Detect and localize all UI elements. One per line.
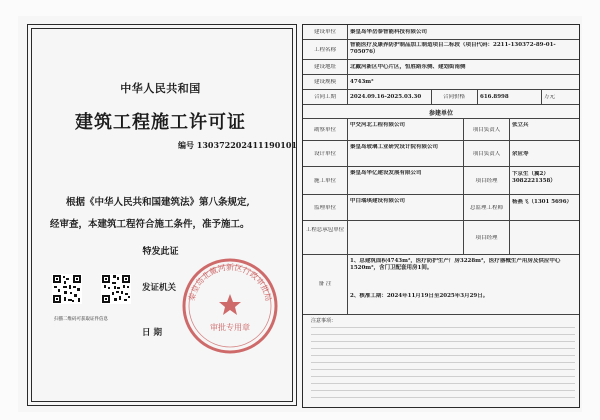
issue-date-label: 日 期 <box>142 328 162 338</box>
party-name: 中交河北工程有限公司 <box>350 122 406 128</box>
row-label: 建设单位 <box>313 29 336 35</box>
table-row <box>303 105 579 119</box>
official-seal-icon <box>180 256 280 356</box>
table-row <box>303 255 579 315</box>
contract-price: 616.8998 <box>480 94 509 100</box>
table-row <box>303 60 579 75</box>
remark-line-1: 1、总建筑面积4743m²，医疗防护生产厂房3228m²，医疗器械生产用房及供应中心1520m²，含门卫配套用房1间。 <box>350 258 561 271</box>
construction-address: 北戴河新区中心片区，恒胜路东侧、建划街南侧 <box>350 64 466 70</box>
party-lead: 杨燕飞（1301 5696） <box>512 199 573 205</box>
row-label: 建设规模 <box>313 79 336 85</box>
party-role: 勘察单位 <box>313 127 336 133</box>
table-row <box>303 90 579 105</box>
party-lead-label: 总监理工程师 <box>469 205 503 211</box>
party-name: 中白瑞琪建设有限公司 <box>350 198 406 204</box>
table-row <box>303 25 579 40</box>
contract-price-unit: 万元 <box>544 94 556 100</box>
country-name: 中华人民共和国 <box>120 82 201 95</box>
construction-scale: 4743m² <box>350 79 374 85</box>
contract-period-label: 合同工期 <box>313 94 336 100</box>
seal-org-text: 秦皇岛北戴河新区行政审批局 <box>187 262 273 303</box>
permit-number-label: 编号 <box>178 140 194 150</box>
party-role: 工程总承包单位 <box>305 227 345 233</box>
table-row <box>303 40 579 60</box>
permit-details-table <box>302 24 580 408</box>
contract-period: 2024.09.16-2025.03.30 <box>350 94 422 100</box>
row-label: 工程名称 <box>313 47 336 53</box>
permit-cover <box>18 16 303 412</box>
party-lead: 余应寿 <box>512 151 529 157</box>
party-lead: 张立兵 <box>512 122 529 128</box>
notes-title: 注意事项： <box>311 318 337 324</box>
qr-code-icon <box>52 274 82 304</box>
party-name: 秦皇岛华亿建设发展有限公司 <box>350 170 422 176</box>
contract-price-label: 合同价格 <box>442 94 465 100</box>
issuing-authority-label: 发证机关 <box>142 283 177 293</box>
table-row <box>303 221 579 255</box>
permit-number-line <box>178 140 297 151</box>
remark-line-2: 2、核准工期：2024年11月19日至2025年3月29日。 <box>350 293 489 299</box>
permit-number: 130372202411190101 <box>196 140 297 150</box>
project-name: 智能医疗及康养防护制品加工制造项目二标段（项目代码：2211-130372-89-01-705076） <box>350 42 556 55</box>
party-name: 秦皇岛玻璃工业研究设计院有限公司 <box>350 144 439 150</box>
party-role: 监理单位 <box>313 205 336 211</box>
table-row <box>303 195 579 221</box>
construction-unit: 秦皇岛华岳泰智能科技有限公司 <box>350 29 428 35</box>
party-lead-label: 项目负责人 <box>472 151 501 157</box>
certification-note: 特发此证 <box>142 247 179 257</box>
table-row <box>303 167 579 195</box>
body-text-line-1: 根据《中华人民共和国建筑法》第八条规定, <box>66 197 250 208</box>
table-row <box>303 141 579 167</box>
qr-code-icon <box>101 274 131 304</box>
party-role: 施工单位 <box>313 178 336 184</box>
party-lead-label: 项目经理 <box>475 235 498 241</box>
remark-label: 备 注 <box>318 281 332 287</box>
row-label: 建设地址 <box>313 64 336 70</box>
section-title: 参建单位 <box>428 110 453 117</box>
seal-text: 审批专用章 <box>210 323 250 332</box>
construction-permit-document <box>18 16 582 412</box>
party-lead-label: 项目负责人 <box>472 127 501 133</box>
body-text-line-2: 经审查，本建筑工程符合施工条件，准予施工。 <box>50 219 250 230</box>
party-role: 设计单位 <box>313 151 336 157</box>
party-lead-label: 项目经理 <box>475 178 498 184</box>
table-row <box>303 119 579 141</box>
party-lead: 卞京生（冀2）3082221358） <box>512 171 556 184</box>
notes-section <box>303 315 579 407</box>
qr-caption: 扫描二维码可获取证件信息 <box>54 317 108 322</box>
table-row <box>303 75 579 90</box>
permit-title: 建筑工程施工许可证 <box>75 112 246 133</box>
